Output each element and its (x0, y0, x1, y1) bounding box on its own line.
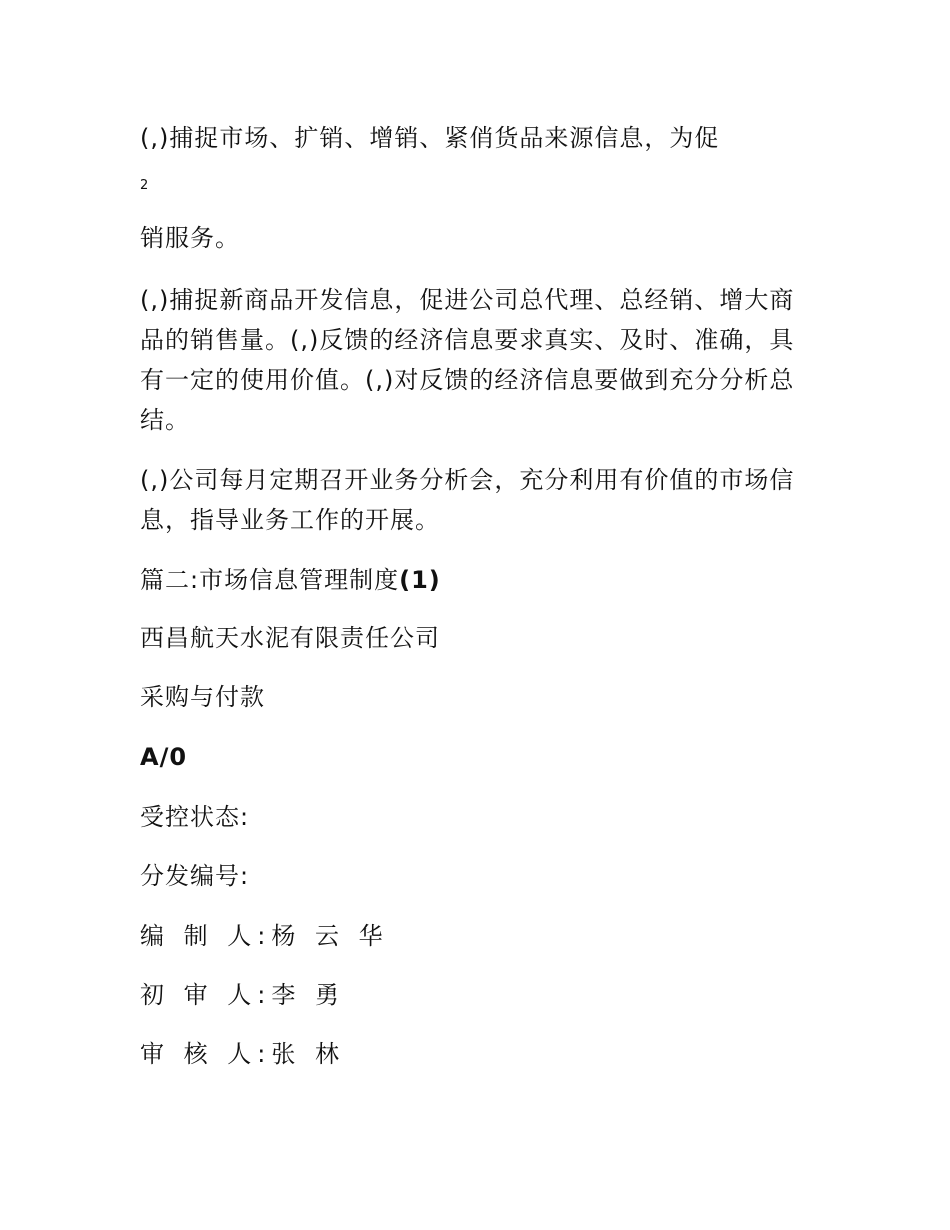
paragraph-new-products: (,)捕捉新商品开发信息，促进公司总代理、总经销、增大商品的销售量。(,)反馈的经济信息要求真实、及时、准确，具有一定的使用价值。(,)对反馈的经济信息要做到充分分析总结。 (140, 286, 795, 434)
version-label: A/0 (140, 743, 188, 771)
footnote-marker: 2 (140, 178, 149, 193)
section-title (140, 560, 800, 600)
company-name: 西昌航天水泥有限责任公司 (140, 624, 440, 652)
distribution-number: 分发编号: (140, 862, 250, 890)
paragraph-sales-service: 销服务。 (140, 224, 240, 252)
paragraph-market-sourcing: (,)捕捉市场、扩销、增销、紧俏货品来源信息，为促 (140, 124, 720, 152)
section-title-text: 篇二:市场信息管理制度 (140, 566, 400, 594)
reviewer-line: 审 核 人:张 林 (140, 1040, 345, 1068)
first-reviewer-line: 初 审 人:李 勇 (140, 981, 345, 1009)
paragraph-monthly-meeting: (,)公司每月定期召开业务分析会，充分利用有价值的市场信息，指导业务工作的开展。 (140, 466, 795, 534)
document-category: 采购与付款 (140, 683, 265, 711)
section-title-number: (1) (399, 566, 441, 594)
compiler-line: 编 制 人:杨 云 华 (140, 922, 389, 950)
control-status: 受控状态: (140, 803, 250, 831)
